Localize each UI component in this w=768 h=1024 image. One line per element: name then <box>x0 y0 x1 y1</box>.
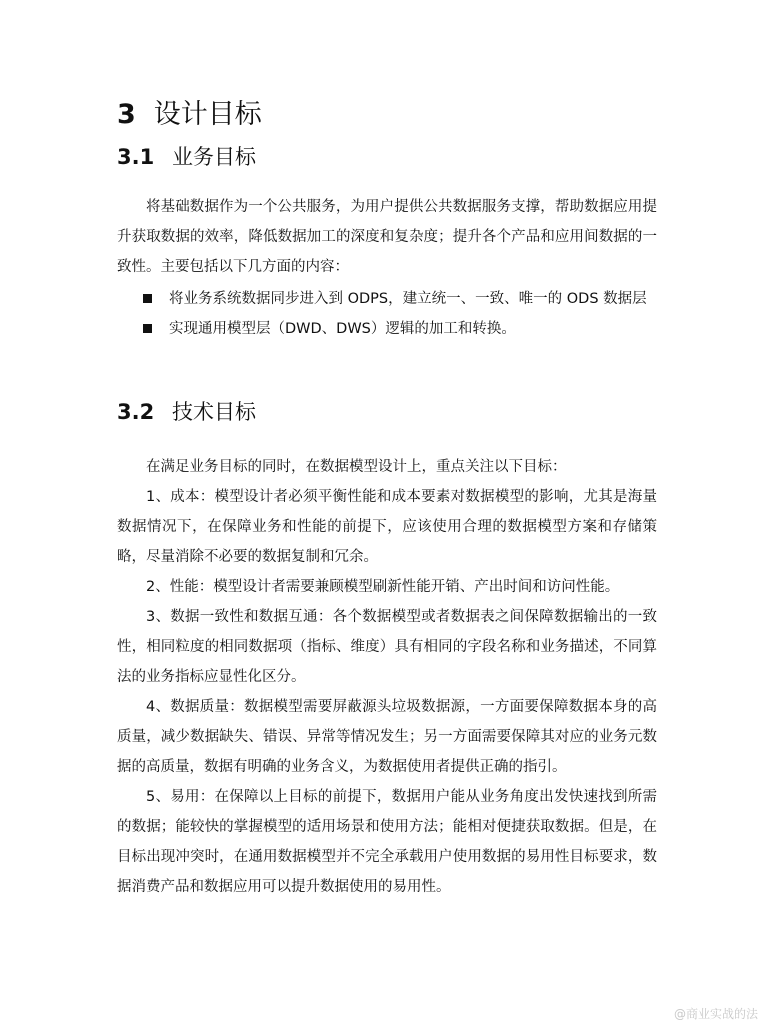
goal-usability-paragraph: 5、易用：在保障以上目标的前提下，数据用户能从业务角度出发快速找到所需的数据；能较快的掌握模型的适用场景和使用方法；能相对便捷获取数据。但是，在目标出现冲突时，在通用数据模型并不完全承载用户使用数据的易用性目标要求，数据消费产品和数据应用可以提升数据使用的易用性。 <box>117 789 657 895</box>
technical-intro-paragraph: 在满足业务目标的同时，在数据模型设计上，重点关注以下目标： <box>146 459 567 475</box>
square-bullet-icon <box>143 324 152 333</box>
business-goals-list <box>117 284 657 344</box>
subsection-number: 3.2 <box>117 400 155 424</box>
list-item-text: 将业务系统数据同步进入到 ODPS，建立统一、一致、唯一的 ODS 数据层 <box>169 291 647 307</box>
business-intro-paragraph: 将基础数据作为一个公共服务，为用户提供公共数据服务支撑，帮助数据应用提升获取数据的效率，降低数据加工的深度和复杂度；提升各个产品和应用间数据的一致性。主要包括以下几方面的内容： <box>117 199 657 275</box>
subsection-title: 业务目标 <box>172 145 256 169</box>
section-heading <box>117 96 262 134</box>
watermark: @商业实战的法 <box>673 1007 758 1021</box>
subsection-number: 3.1 <box>117 145 155 169</box>
subsection-heading-business <box>117 142 256 172</box>
list-item-text: 实现通用模型层（DWD、DWS）逻辑的加工和转换。 <box>169 321 516 337</box>
goal-cost-paragraph: 1、成本：模型设计者必须平衡性能和成本要素对数据模型的影响，尤其是海量数据情况下，在保障业务和性能的前提下，应该使用合理的数据模型方案和存储策略，尽量消除不必要的数据复制和冗余。 <box>117 489 657 565</box>
goal-performance-paragraph: 2、性能：模型设计者需要兼顾模型刷新性能开销、产出时间和访问性能。 <box>146 579 620 595</box>
section-number: 3 <box>117 99 136 130</box>
list-item <box>117 314 657 344</box>
list-item <box>117 284 657 314</box>
subsection-title: 技术目标 <box>172 400 256 424</box>
goal-quality-paragraph: 4、数据质量：数据模型需要屏蔽源头垃圾数据源，一方面要保障数据本身的高质量，减少数据缺失、错误、异常等情况发生；另一方面需要保障其对应的业务元数据的高质量，数据有明确的业务含义，为数据使用者提供正确的指引。 <box>117 699 657 775</box>
goal-consistency-paragraph: 3、数据一致性和数据互通：各个数据模型或者数据表之间保障数据输出的一致性，相同粒度的相同数据项（指标、维度）具有相同的字段名称和业务描述，不同算法的业务指标应显性化区分。 <box>117 609 657 685</box>
section-title: 设计目标 <box>153 99 262 130</box>
subsection-heading-technical <box>117 397 256 427</box>
square-bullet-icon <box>143 294 152 303</box>
